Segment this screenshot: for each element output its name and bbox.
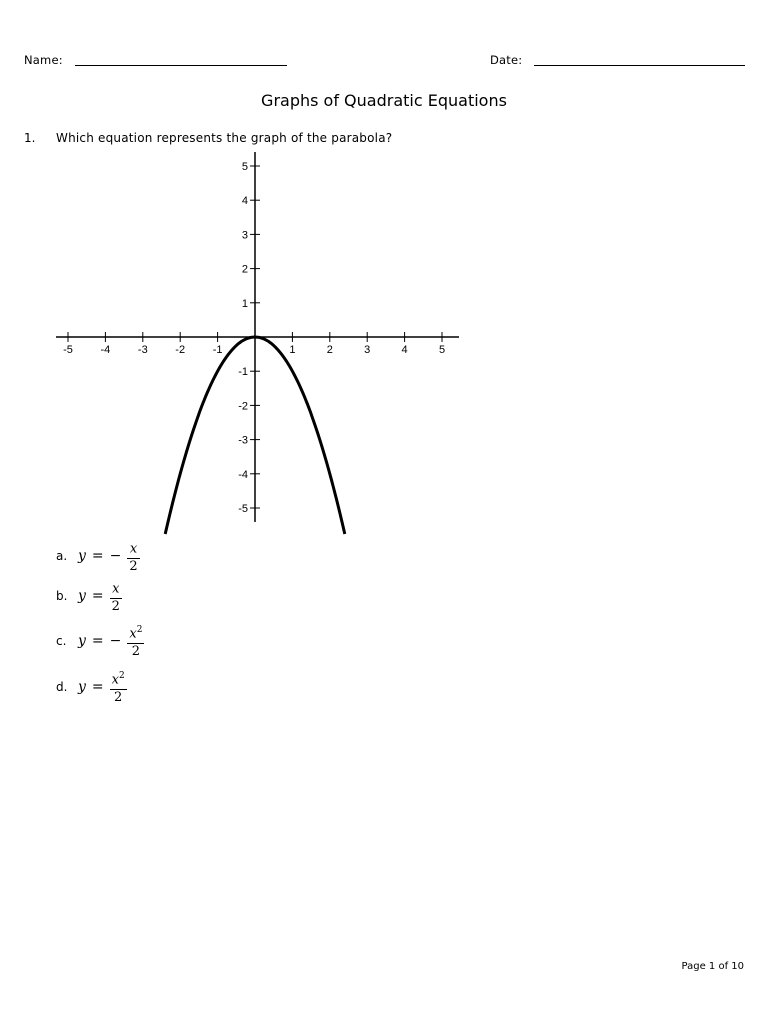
numerator-variable: x [129,541,138,557]
choice-d-equation [78,669,127,704]
name-label: Name: [24,53,63,67]
y-tick-label: -4 [238,468,248,481]
x-tick-label: -5 [63,344,73,356]
y-tick-label: 2 [241,263,248,276]
x-tick-label: 4 [401,344,408,356]
denominator: 2 [131,643,141,659]
choice-b[interactable] [56,576,122,616]
choice-letter: c. [56,634,67,648]
numerator-variable: x [111,672,119,688]
fraction [110,669,127,704]
x-tick-label: 5 [438,344,446,356]
choice-c-equation [78,623,144,658]
equals-sign: = [91,587,104,604]
numerator [110,578,121,596]
equation-lhs: y [78,632,86,649]
x-tick-label: -3 [137,344,148,356]
y-tick-label: -2 [238,400,248,413]
equation-lhs: y [78,587,86,604]
choice-letter: b. [56,589,68,603]
numerator [110,669,127,687]
x-tick-label: 1 [289,344,296,356]
choice-c[interactable] [56,621,144,661]
x-tick-label: -1 [212,344,223,356]
page-title: Graphs of Quadratic Equations [261,91,507,110]
equals-sign: = [91,678,104,695]
fraction [127,623,144,658]
choice-a-equation [78,538,140,573]
choice-a[interactable] [56,536,140,576]
denominator: 2 [111,598,120,614]
equation-lhs: y [78,678,86,695]
x-tick-label: 2 [326,344,333,356]
exponent: 2 [136,625,143,636]
choice-letter: d. [56,680,68,694]
negative-sign: − [109,632,122,649]
denominator: 2 [114,689,123,705]
numerator-variable: x [129,626,137,642]
y-tick-label: 5 [241,161,248,173]
y-tick-label: 3 [241,229,248,242]
page-number: Page 1 of 10 [681,961,744,972]
fraction [127,538,139,573]
numerator-variable: x [112,581,120,597]
equals-sign: = [91,547,104,564]
x-tick-label: -4 [100,344,111,356]
y-tick-label: 1 [241,297,248,310]
choice-letter: a. [56,549,68,563]
y-tick-label: -1 [238,366,248,379]
question-number: 1. [24,131,36,145]
numerator [128,538,139,556]
x-tick-label: -2 [175,344,186,356]
fraction [110,578,122,613]
y-tick-label: 4 [241,195,248,208]
denominator: 2 [129,558,138,574]
question-text: Which equation represents the graph of the parabola? [56,131,393,145]
choice-d[interactable] [56,667,127,707]
choice-b-equation [78,578,122,613]
equation-lhs: y [78,547,86,564]
y-tick-label: -5 [238,503,248,515]
y-tick-label: -3 [238,434,248,447]
date-label: Date: [490,53,523,67]
exponent: 2 [119,671,125,682]
equals-sign: = [91,632,104,649]
negative-sign: − [109,547,122,564]
x-tick-label: 3 [364,344,371,356]
numerator [127,623,144,641]
